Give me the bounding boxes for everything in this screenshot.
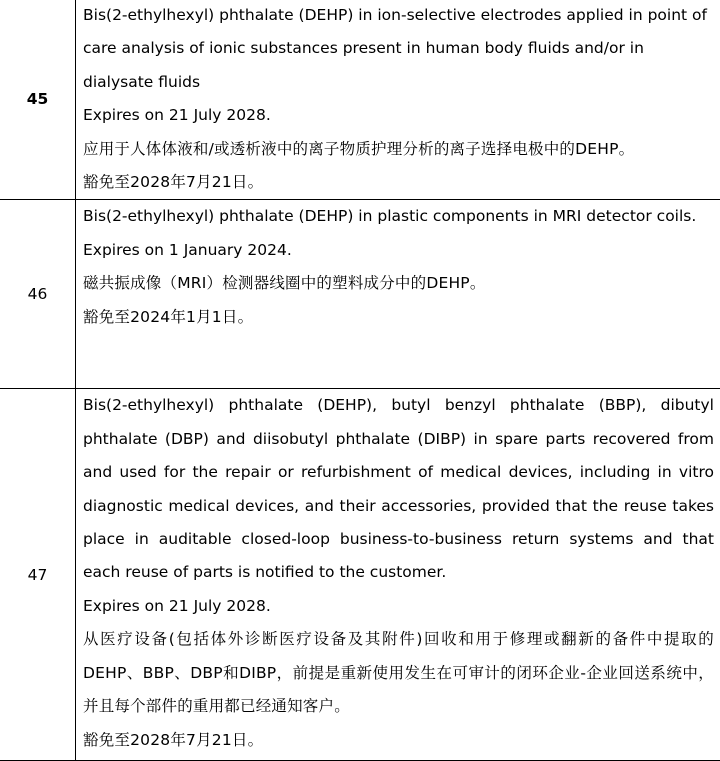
row-number: 45 xyxy=(27,90,49,108)
row-number: 46 xyxy=(28,285,48,303)
row-description-cell xyxy=(76,0,720,200)
english-description: Bis(2-ethylhexyl) phthalate (DEHP) in plastic components in MRI detector coils. xyxy=(83,200,714,233)
english-expiry: Expires on 21 July 2028. xyxy=(83,590,714,623)
chinese-description: 磁共振成像（MRI）检测器线圈中的塑料成分中的DEHP。 xyxy=(83,267,714,300)
chinese-description: 应用于人体体液和/或透析液中的离子物质护理分析的离子选择电极中的DEHP。 xyxy=(83,133,714,166)
table-row xyxy=(0,389,720,761)
table-row xyxy=(0,200,720,389)
english-expiry: Expires on 1 January 2024. xyxy=(83,234,714,267)
row-number: 47 xyxy=(28,566,48,584)
row-number-cell xyxy=(0,0,76,200)
chinese-expiry: 豁免至2028年7月21日。 xyxy=(83,724,714,757)
row-number-cell xyxy=(0,200,76,389)
row-description-cell xyxy=(76,200,720,389)
row-number-cell xyxy=(0,389,76,761)
table-row xyxy=(0,0,720,200)
english-expiry: Expires on 21 July 2028. xyxy=(83,99,714,132)
chinese-expiry: 豁免至2028年7月21日。 xyxy=(83,166,714,199)
english-description: Bis(2-ethylhexyl) phthalate (DEHP), butyl benzyl phthalate (BBP), dibutyl phthalate (DBP) and diisobutyl phthalate (DIBP) in spare parts recovered from and used for the repair or refurbishment of medical devices, including in vitro diagnostic medical devices, and their accessories, provided that the reuse takes place in auditable closed-loop business-to-business return systems and that each reuse of parts is notified to the customer. xyxy=(83,389,714,589)
chinese-expiry: 豁免至2024年1月1日。 xyxy=(83,301,714,334)
chinese-description: 从医疗设备(包括体外诊断医疗设备及其附件)回收和用于修理或翻新的备件中提取的DEHP、BBP、DBP和DIBP，前提是重新使用发生在可审计的闭环企业-企业回送系统中，并且每个部件的重用都已经通知客户。 xyxy=(83,623,714,723)
row-description-cell xyxy=(76,389,720,761)
english-description: Bis(2-ethylhexyl) phthalate (DEHP) in ion-selective electrodes applied in point of care analysis of ionic substances present in human body fluids and/or in dialysate fluids xyxy=(83,0,714,99)
